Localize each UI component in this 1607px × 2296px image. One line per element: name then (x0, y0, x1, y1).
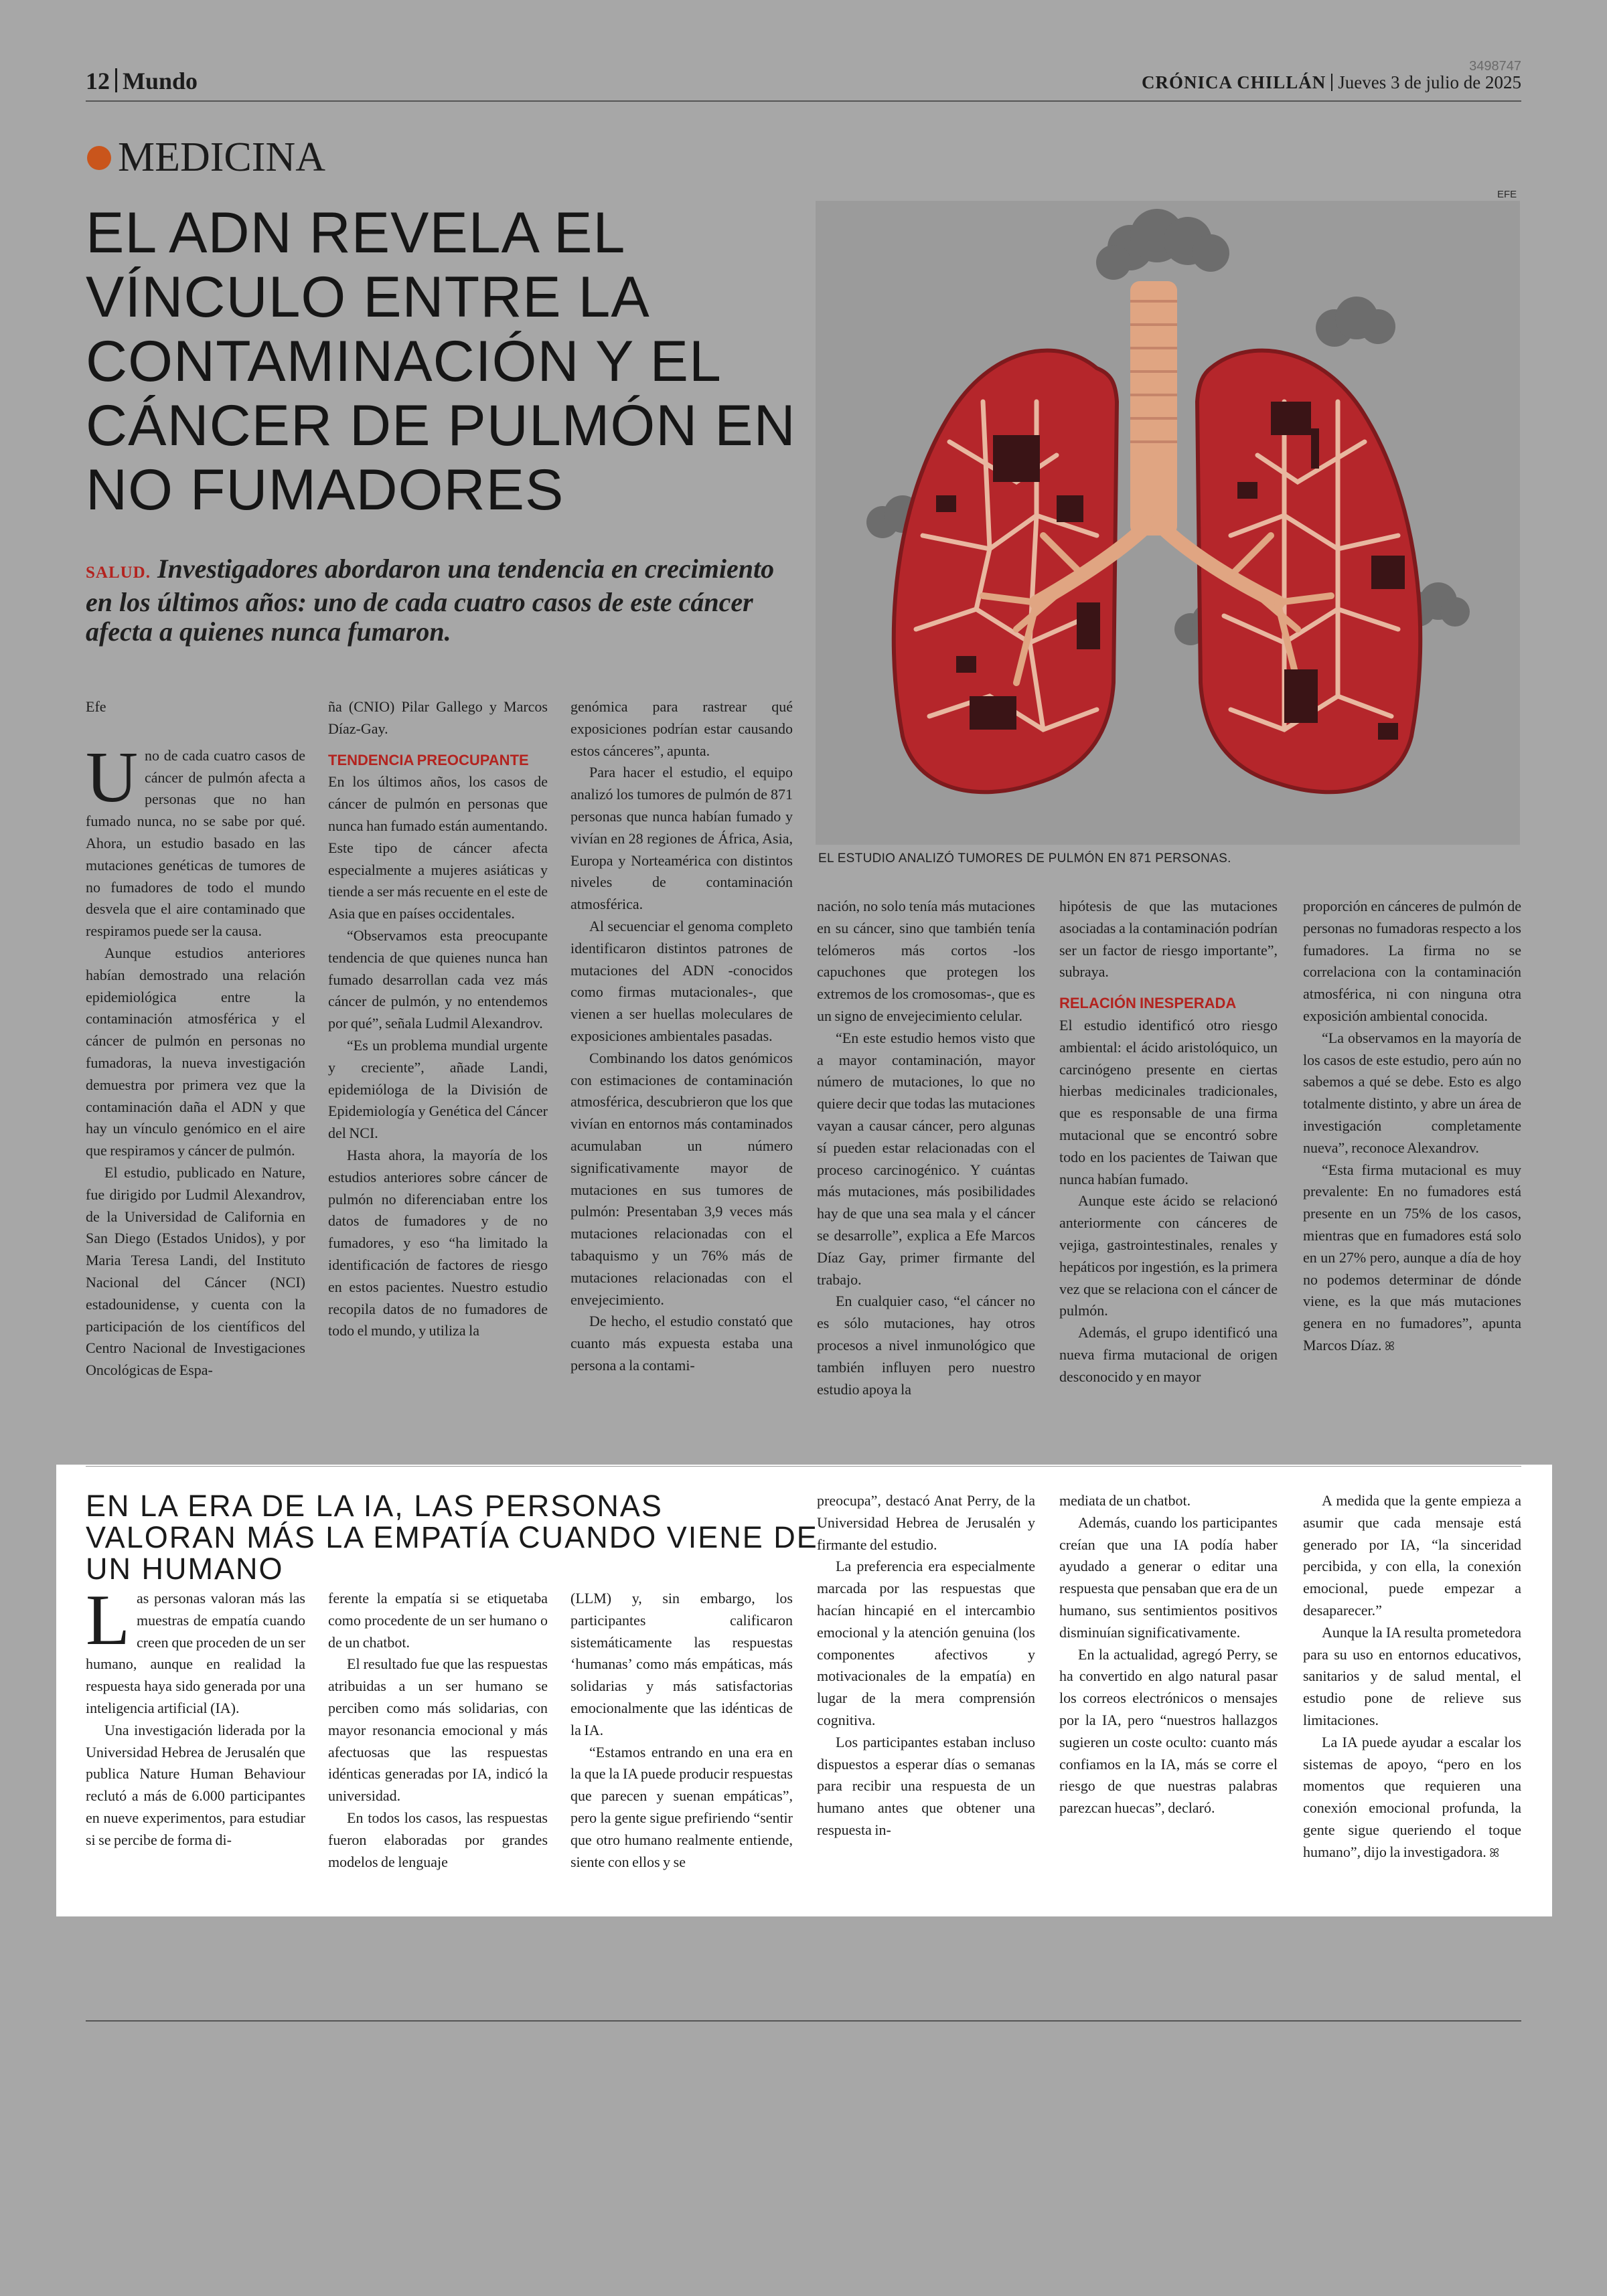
article-headline: EL ADN REVELA EL VÍNCULO ENTRE LA CONTAMINACIÓN Y EL CÁNCER DE PULMÓN EN NO FUMADORES (86, 201, 796, 522)
sidebar-paragraph: Las personas valoran más las muestras de empatía cuando creen que proceden de un ser humano, aunque en realidad la respuesta haya sido generada por una inteligencia artificial (IA). (86, 1580, 305, 1716)
article-paragraph: hipótesis de que las mutaciones asociadas a la contaminación podrían ser un factor de riesgo importante”, subraya. (1059, 898, 1278, 981)
article-paragraph: En cualquier caso, “el cáncer no es sólo mutaciones, hay otros procesos a nivel inmunológico que también influyen pero nuestro estudio apoya la (817, 1293, 1035, 1398)
article-paragraph: Al secuenciar el genoma completo identificaron distintos patrones de mutaciones del ADN -conocidos como firmas mutacionales-, que vienen a ser huellas moleculares de exposiciones ambientales pasadas. (570, 917, 793, 1044)
sidebar-column-5 (1059, 1490, 1278, 1819)
article-paragraph: “La observamos en la mayoría de los casos de este estudio, pero aún no sabemos a qué se debe. Esto es algo totalmente distinto, y abre un área de investigación completamente nueva”, reconoce Alexandrov. (1303, 1029, 1521, 1156)
article-paragraph: El estudio, publicado en Nature, fue dirigido por Ludmil Alexandrov, de la Universidad de California en San Diego (Estados Unidos), y por Maria Teresa Landi, del Instituto Nacional del Cáncer (NCI) estadounidense, y cuenta con la participación de los científicos del Centro Nacional de Investigaciones Oncológicas de Espa- (86, 1163, 305, 1379)
article-paragraph: nación, no solo tenía más mutaciones en su cáncer, sino que también tenía telómeros más cortos -los capuchones que protegen los extremos de los cromosomas-, que es un signo de envejecimiento celular. (817, 898, 1035, 1024)
article-paragraph: “Es un problema mundial urgente y creciente”, añade Landi, epidemióloga de la División de Epidemiología y Genética del Cáncer del NCI. (328, 1036, 548, 1142)
sidebar-paragraph: Además, cuando los participantes creían que una IA podía haber ayudado a generar o editar una respuesta que pensaban que era de un humano, sus sentimientos positivos disminuían significativamente. (1059, 1513, 1278, 1641)
sidebar-column-6 (1303, 1490, 1521, 1865)
sidebar-paragraph: mediata de un chatbot. (1059, 1492, 1191, 1509)
figure-caption: EL ESTUDIO ANALIZÓ TUMORES DE PULMÓN EN 871 PERSONAS. (818, 851, 1231, 866)
article-deck (86, 554, 795, 647)
article-column-2 (328, 696, 548, 1342)
sidebar-headline: EN LA ERA DE LA IA, LAS PERSONAS VALORAN MÁS LA EMPATÍA CUANDO VIENE DE UN HUMANO (86, 1489, 818, 1586)
article-column-4 (817, 896, 1035, 1400)
section-label-text: MEDICINA (118, 135, 325, 180)
sidebar-column-1 (86, 1580, 305, 1852)
article-subhead: TENDENCIA PREOCUPANTE (328, 751, 529, 768)
page-header-left (86, 67, 198, 95)
article-paragraph: “Observamos esta preocupante tendencia de que quienes nunca han fumado desarrollan cada vez más cáncer de pulmón, y no entendemos por qué”, señala Ludmil Alexandrov. (328, 926, 548, 1032)
article-paragraph: ña (CNIO) Pilar Gallego y Marcos Díaz-Gay. (328, 698, 548, 737)
sidebar-paragraph: preocupa”, destacó Anat Perry, de la Universidad Hebrea de Jerusalén y firmante del estudio. (817, 1492, 1035, 1553)
publication-date: Jueves 3 de julio de 2025 (1338, 72, 1521, 92)
sidebar-paragraph: La IA puede ayudar a escalar los sistemas de apoyo, “pero en los momentos que requieren una conexión emocional profunda, la gente sigue queriendo el toque humano”, dijo la investigadora. ꕤ (1303, 1733, 1521, 1860)
article-paragraph: Combinando los datos genómicos con estimaciones de contaminación atmosférica, descubrieron que los que vivían en entornos más contaminados acumulaban un número significativamente mayor de mutaciones en sus tumores de pulmón: Presentaban 3,9 veces más mutaciones relacionadas con el tabaquismo y un 76% más de mutaciones relacionadas con el envejecimiento. (570, 1049, 793, 1308)
article-paragraph: “En este estudio hemos visto que a mayor contaminación, mayor número de mutaciones, lo que no quiere decir que todas las mutaciones vayan a causar cáncer, pero algunas sí pueden estar relacionadas con el proceso carcinogénico. Y cuántas más mutaciones, más posibilidades hay de que una sea mala y el cáncer se desarrolle”, explica a Efe Marcos Díaz Gay, primer firmante del trabajo. (817, 1029, 1035, 1288)
article-paragraph: Para hacer el estudio, el equipo analizó los tumores de pulmón de 871 personas que nunca habían fumado y vivían en 28 regiones de África, Asia, Europa y Norteamérica con distintos niveles de contaminación atmosférica. (570, 764, 793, 913)
end-mark-icon: ꕤ (1489, 1846, 1500, 1860)
lungs-illustration (816, 201, 1520, 845)
article-column-5 (1059, 896, 1278, 1388)
archive-stamp: 3498747 (1469, 59, 1521, 74)
sidebar-paragraph: Los participantes estaban incluso dispuestos a esperar días o semanas para recibir una respuesta de un humano antes que obtener una respuesta in- (817, 1733, 1035, 1838)
page-number: 12 (86, 68, 110, 94)
sidebar-column-2 (328, 1588, 548, 1873)
article-paragraph: genómica para rastrear qué exposiciones podrían estar causando estos cánceres”, apunta. (570, 698, 793, 759)
drop-cap: U (86, 737, 138, 817)
sidebar-paragraph: A medida que la gente empieza a asumir que cada mensaje está generado por IA, “la sinceridad percibida, y con ella, la conexión emocional, puede empezar a desaparecer.” (1303, 1492, 1521, 1619)
article-paragraph: En los últimos años, los casos de cáncer de pulmón en personas que nunca han fumado están aumentando. Este tipo de cáncer afecta especialmente a mujeres asiáticas y tiende a ser más recuente en el este de Asia que en países occidentales. (328, 773, 548, 922)
lungs-pollution-icon (816, 201, 1520, 845)
article-paragraph: Además, el grupo identificó una nueva firma mutacional de origen desconocido y en mayor (1059, 1324, 1278, 1385)
sidebar-column-3 (570, 1588, 793, 1873)
sidebar-paragraph: El resultado fue que las respuestas atribuidas a un ser humano se perciben como más solidarias, con mayor resonancia emocional y más afectuosas que las respuestas idénticas generadas por IA, indicó la universidad. (328, 1655, 548, 1805)
article-paragraph: Hasta ahora, la mayoría de los estudios anteriores sobre cáncer de pulmón no diferenciaban entre los datos de fumadores y de no fumadores, y eso “ha limitado la identificación de factores de riesgo en estos pacientes. Nuestro estudio recopila datos de no fumadores de todo el mundo, y utiliza la (328, 1146, 548, 1339)
page-header-right (1142, 72, 1521, 93)
photo-credit: EFE (1497, 189, 1517, 200)
sidebar-paragraph: (LLM) y, sin embargo, los participantes calificaron sistemáticamente las respuestas ‘humanas’ como más empáticas, más solidarias y más satisfactorias emocionalmente que las idénticas de la IA. (570, 1590, 793, 1738)
article-byline: Efe (86, 698, 106, 715)
deck-text: Investigadores abordaron una tendencia en crecimiento en los últimos años: uno de cada cuatro casos de este cáncer afecta a quienes nunca fumaron. (86, 554, 775, 647)
section-label (87, 134, 325, 181)
article-column-3 (570, 696, 793, 1377)
article-paragraph: Aunque este ácido se relacionó anteriormente con cánceres de vejiga, gastrointestinales, renales y hepáticos por ingestión, es la primera vez que se relaciona con el cáncer de pulmón. (1059, 1192, 1278, 1319)
article-paragraph: Aunque estudios anteriores habían demostrado una relación epidemiológica entre la contaminación atmosférica y el cáncer de pulmón en personas no fumadoras, la nueva investigación demuestra por primera vez que la contaminación daña el ADN y que hay un vínculo genómico en el aire que respiramos y cáncer de pulmón. (86, 944, 305, 1159)
sidebar-paragraph: La preferencia era especialmente marcada por las respuestas que hacían hincapié en el intercambio emocional y la atención genuina (los componentes afectivos y motivacionales de la empatía) en lugar de la mera comprensión cognitiva. (817, 1558, 1035, 1728)
sidebar-drop-cap: L (86, 1580, 130, 1660)
article-paragraph: De hecho, el estudio constató que cuanto más expuesta estaba una persona a la contami- (570, 1313, 793, 1374)
end-mark-icon: ꕤ (1385, 1339, 1395, 1354)
sidebar-paragraph: En todos los casos, las respuestas fueron elaboradas por grandes modelos de lenguaje (328, 1809, 548, 1870)
article-paragraph: Uno de cada cuatro casos de cáncer de pulmón afecta a personas que no han fumado nunca, no se sabe por qué. Ahora, un estudio basado en las mutaciones genéticas de tumores de no fumadores de todo el mundo desvela que el aire contaminado que respiramos puede ser la causa. (86, 737, 305, 940)
deck-kicker: SALUD. (86, 564, 151, 582)
section-dot-icon (87, 146, 111, 170)
sidebar-column-4 (817, 1490, 1035, 1841)
sidebar-paragraph: En la actualidad, agregó Perry, se ha convertido en algo natural pasar los correos electrónicos o mensajes por la IA, pero “nuestros hallazgos sugieren un coste oculto: cuanto más confiamos en la IA, más se corre el riesgo de que nuestras palabras parezcan huecas”, declaró. (1059, 1645, 1278, 1817)
article-subhead: RELACIÓN INESPERADA (1059, 995, 1237, 1012)
article-paragraph: “Esta firma mutacional es muy prevalente: En no fumadores está presente en un 75% de los casos, mientras que en fumadores está solo en un 27% pero, aunque a día de hoy no podemos determinar de dónde viene, es la que más mutaciones genera en no fumadores”, apunta Marcos Díaz. ꕤ (1303, 1161, 1521, 1354)
header-rule (86, 100, 1521, 102)
sidebar-paragraph: Aunque la IA resulta prometedora para su uso en entornos educativos, sanitarios y de salud mental, el estudio pone de relieve sus limitaciones. (1303, 1623, 1521, 1728)
publication-name: CRÓNICA CHILLÁN (1141, 72, 1326, 92)
sidebar-paragraph: “Estamos entrando en una era en la que la IA puede producir respuestas que parecen y suenan empáticas”, pero la gente sigue prefiriendo “sentir que otro humano realmente entiende, siente con ellos y se (570, 1743, 793, 1870)
article-paragraph: El estudio identificó otro riesgo ambiental: el ácido aristolóquico, un carcinógeno presente en ciertas hierbas medicinales tradicionales, que es responsable de una firma mutacional que se encontró sobre todo en los pacientes de Taiwan que nunca habían fumado. (1059, 1016, 1278, 1187)
article-paragraph: proporción en cánceres de pulmón de personas no fumadoras respecto a los fumadores. La firma no se correlaciona con la contaminación atmosférica, ni con ninguna otra exposición ambiental conocida. (1303, 898, 1521, 1024)
sidebar-paragraph: ferente la empatía si se etiquetaba como procedente de un ser humano o de un chatbot. (328, 1590, 548, 1651)
article-column-1 (86, 696, 305, 1382)
section-name: Mundo (123, 68, 198, 94)
sidebar-paragraph: Una investigación liderada por la Universidad Hebrea de Jerusalén que publica Nature Human Behaviour reclutó a más de 6.000 participantes en nueve experimentos, para estudiar si se percibe de forma di- (86, 1721, 305, 1848)
box-rule (86, 1466, 1521, 1467)
article-column-6 (1303, 896, 1521, 1358)
footer-rule (86, 2020, 1521, 2022)
